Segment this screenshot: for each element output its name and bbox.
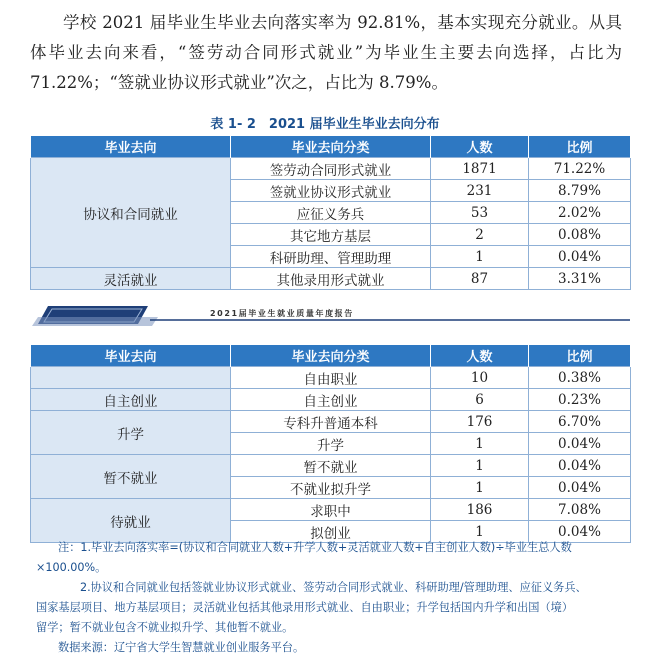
header-ratio: 比例: [529, 136, 631, 158]
ratio-cell: 6.70%: [529, 411, 631, 433]
header-category: 毕业去向分类: [231, 136, 431, 158]
count-cell: 87: [431, 268, 529, 290]
count-cell: 10: [431, 367, 529, 389]
count-cell: 2: [431, 224, 529, 246]
category-cell: 专科升普通本科: [231, 411, 431, 433]
group-cell-awaiting: 待就业: [31, 499, 231, 543]
intro-paragraph: 学校 2021 届毕业生毕业去向落实率为 92.81%，基本实现充分就业。从具体毕业去向来看，“签劳动合同形式就业”为毕业生主要去向选择，占比为 71.22%；“签就业协议形式就业”次之，占比为 8.79%。: [30, 13, 622, 92]
group-cell-contract: 协议和合同就业: [31, 158, 231, 268]
table-row: [31, 389, 631, 411]
ratio-cell: 0.04%: [529, 455, 631, 477]
header-count: 人数: [431, 345, 529, 367]
count-cell: 53: [431, 202, 529, 224]
count-cell: 186: [431, 499, 529, 521]
category-cell: 科研助理、管理助理: [231, 246, 431, 268]
note-data-source: 数据来源：辽宁省大学生智慧就业创业服务平台。: [58, 641, 305, 654]
category-cell: 拟创业: [231, 521, 431, 543]
ratio-cell: 0.04%: [529, 246, 631, 268]
table-row: [31, 499, 631, 521]
category-cell: 不就业拟升学: [231, 477, 431, 499]
count-cell: 176: [431, 411, 529, 433]
table-row: [31, 268, 631, 290]
category-cell: 自主创业: [231, 389, 431, 411]
group-cell-further-study: 升学: [31, 411, 231, 455]
group-cell-blank: [31, 367, 231, 389]
count-cell: 1: [431, 433, 529, 455]
count-cell: 1: [431, 246, 529, 268]
table-caption: 表 1- 2 2021 届毕业生毕业去向分布: [210, 117, 440, 132]
ratio-cell: 0.23%: [529, 389, 631, 411]
category-cell: 其他录用形式就业: [231, 268, 431, 290]
ratio-cell: 3.31%: [529, 268, 631, 290]
banner-light-parallelogram: [32, 317, 158, 326]
table-row: [31, 367, 631, 389]
group-cell-self-employed: 自主创业: [31, 389, 231, 411]
count-cell: 1: [431, 455, 529, 477]
table-header-row: [31, 345, 631, 367]
destination-table-1: [30, 136, 631, 290]
header-ratio: 比例: [529, 345, 631, 367]
note-2-line-2: 国家基层项目、地方基层项目；灵活就业包括其他录用形式就业、自由职业；升学包括国内升学和出国（境）: [36, 601, 574, 614]
table-row: [31, 158, 631, 180]
note-2-line-3: 留学；暂不就业包含不就业拟升学、其他暂不就业。: [36, 621, 294, 634]
ratio-cell: 8.79%: [529, 180, 631, 202]
category-cell: 升学: [231, 433, 431, 455]
count-cell: 231: [431, 180, 529, 202]
table-header-row: [31, 136, 631, 158]
category-cell: 应征义务兵: [231, 202, 431, 224]
category-cell: 签劳动合同形式就业: [231, 158, 431, 180]
header-destination: 毕业去向: [31, 345, 231, 367]
ratio-cell: 0.04%: [529, 477, 631, 499]
table-notes: [36, 538, 626, 658]
ratio-cell: 71.22%: [529, 158, 631, 180]
count-cell: 1871: [431, 158, 529, 180]
group-cell-not-employed: 暂不就业: [31, 455, 231, 499]
header-category: 毕业去向分类: [231, 345, 431, 367]
ratio-cell: 7.08%: [529, 499, 631, 521]
category-cell: 自由职业: [231, 367, 431, 389]
header-destination: 毕业去向: [31, 136, 231, 158]
ratio-cell: 0.04%: [529, 521, 631, 543]
category-cell: 暂不就业: [231, 455, 431, 477]
table-row: [31, 411, 631, 433]
category-cell: 签就业协议形式就业: [231, 180, 431, 202]
note-1-line-1: 注：1.毕业去向落实率=(协议和合同就业人数+升学人数+灵活就业人数+自主创业人数)÷毕业生总人数: [58, 541, 572, 554]
header-count: 人数: [431, 136, 529, 158]
count-cell: 6: [431, 389, 529, 411]
note-1-line-2: ×100.00%。: [36, 561, 107, 574]
group-cell-flexible: 灵活就业: [31, 268, 231, 290]
category-cell: 其它地方基层: [231, 224, 431, 246]
ratio-cell: 0.08%: [529, 224, 631, 246]
count-cell: 1: [431, 477, 529, 499]
category-cell: 求职中: [231, 499, 431, 521]
ratio-cell: 2.02%: [529, 202, 631, 224]
ratio-cell: 0.04%: [529, 433, 631, 455]
report-banner-text: 2021届毕业生就业质量年度报告: [210, 309, 354, 318]
note-2-line-1: 2.协议和合同就业包括签就业协议形式就业、签劳动合同形式就业、科研助理/管理助理、应征义务兵、: [80, 581, 587, 594]
table-row: [31, 455, 631, 477]
ratio-cell: 0.38%: [529, 367, 631, 389]
count-cell: 1: [431, 521, 529, 543]
destination-table-2: [30, 345, 631, 543]
